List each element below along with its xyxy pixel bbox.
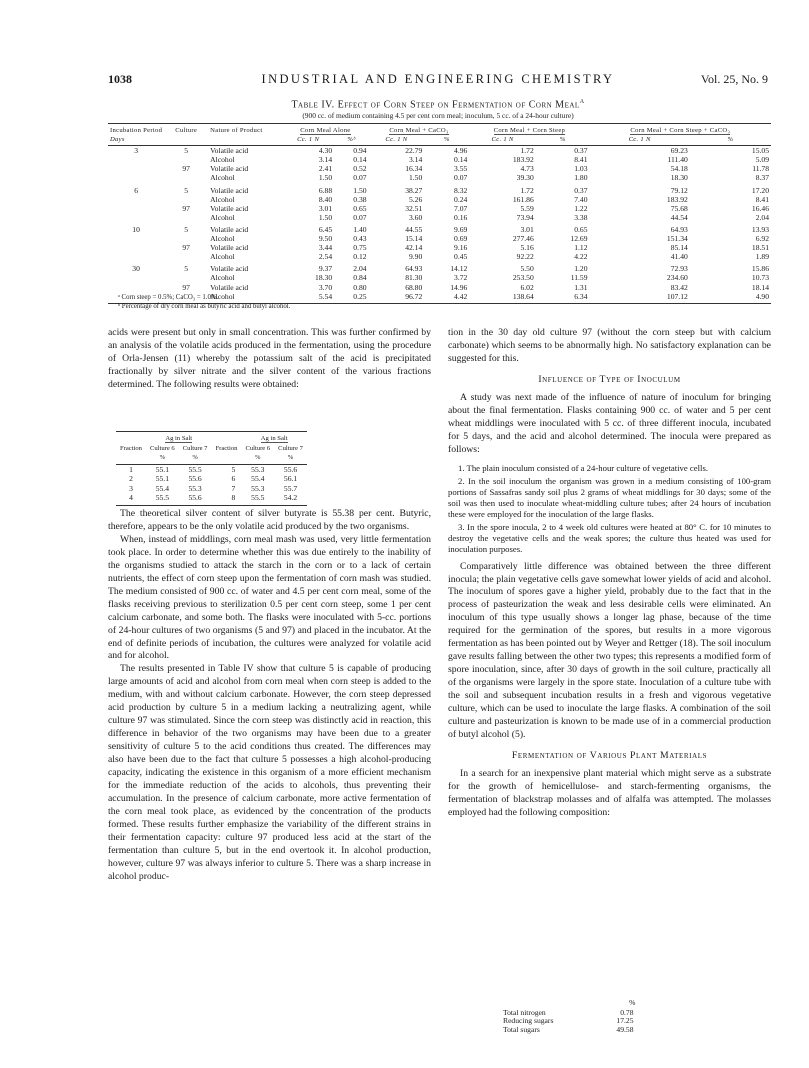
table-row (108, 146, 771, 156)
ag-cell-value: 55.1 (155, 464, 169, 474)
cell-value: 8.41 (755, 194, 769, 204)
table-row (108, 155, 771, 164)
cell-product: Alcohol (210, 252, 235, 262)
cell-value: 73.94 (516, 212, 534, 222)
cell-product: Volatile acid (210, 243, 249, 253)
paragraph: acids were present but only in small concentration. This was further confirmed by an analysis of the volatile acids produced in the fermentation, using the procedure of Orla-Jensen (11) whereby the potassium salt of the acid is precipitated fractionally by silver nitrate and the silver content of the various fractions determined. The following results were obtained: (108, 327, 431, 390)
cell-value: 18.30 (315, 273, 333, 283)
comp-label: Total nitrogen (503, 1007, 546, 1017)
group-label: Corn Meal + Corn Steep (493, 127, 566, 134)
cell-product: Alcohol (210, 155, 235, 165)
silver-content-body (116, 464, 307, 505)
cell-value: 6.92 (755, 234, 769, 244)
cell-value: 5.59 (520, 203, 534, 213)
cell-value: 6.34 (536, 292, 590, 304)
cell-value: 3.38 (574, 212, 588, 222)
cell-value: 10.73 (751, 273, 769, 283)
table-row (108, 222, 771, 234)
cell-value: 3.14 (408, 155, 423, 165)
cell-value: 183.92 (666, 194, 688, 204)
cell-value: 3.44 (318, 243, 333, 253)
cell-value: 111.40 (667, 155, 688, 165)
cell-value: 0.16 (454, 212, 468, 222)
cell-value: 0.84 (353, 273, 367, 283)
unit-pct: % (536, 135, 590, 146)
cell-period (108, 195, 164, 204)
right-column (448, 327, 771, 820)
cell-value: 44.54 (670, 212, 688, 222)
cell-value: 1.50 (318, 173, 333, 183)
cell-value: 0.45 (454, 252, 468, 262)
cell-value: 9.90 (408, 252, 423, 262)
cell-value: 5.16 (520, 243, 534, 253)
table-footnote-a: ᵃ Corn steep = 0.5%; CaCO₃ = 1.0%. (118, 294, 219, 301)
cell-value: 7.07 (454, 203, 468, 213)
ag-cell-value: 55.6 (179, 493, 212, 505)
cell-period: 30 (132, 264, 140, 274)
paragraph: In a search for an inexpensive plant material which might serve as a substrate for the growth of hemicellulose- and starch-fermenting organisms, the fermentation of blackstrap molasses and of alfalfa was attempted. The molasses employed had the following composition: (448, 767, 771, 818)
cell-value: 0.38 (353, 194, 367, 204)
cell-value: 161.86 (512, 194, 534, 204)
cell-value: 3.14 (318, 155, 333, 165)
cell-value: 38.27 (405, 185, 423, 195)
cell-value: 12.69 (570, 234, 588, 244)
cell-culture (164, 173, 208, 182)
cell-value: 3.01 (520, 224, 534, 234)
cell-value: 22.79 (405, 146, 423, 156)
cell-value: 4.30 (318, 146, 333, 156)
cell-product: Volatile acid (210, 185, 249, 195)
cell-value: 0.37 (574, 185, 588, 195)
ag-cell-fraction: 3 (129, 483, 133, 493)
cell-value: 0.37 (574, 146, 588, 156)
cell-value: 96.72 (369, 292, 425, 304)
journal-title: INDUSTRIAL AND ENGINEERING CHEMISTRY (261, 72, 615, 86)
cell-value: 0.14 (353, 155, 367, 165)
cell-value: 92.22 (516, 252, 534, 262)
unit-pct: % (424, 135, 469, 146)
cell-period (108, 234, 164, 243)
table-row (108, 195, 771, 204)
volume-info: Vol. 25, No. 9 (700, 72, 768, 86)
col-group-caco3 (369, 124, 470, 136)
cell-value: 17.20 (751, 185, 769, 195)
ag-unit-pct: % (241, 453, 274, 464)
table-row (108, 243, 771, 252)
ag-col-group (241, 432, 306, 444)
cell-value: 18.51 (751, 243, 769, 253)
cell-value: 6.45 (318, 224, 333, 234)
cell-period: 10 (132, 224, 140, 234)
cell-value: 64.93 (670, 224, 688, 234)
cell-value: 1.22 (574, 203, 588, 213)
cell-product: Volatile acid (210, 146, 249, 156)
cell-product: Volatile acid (210, 164, 249, 174)
cell-culture: 97 (182, 243, 190, 253)
cell-product: Volatile acid (210, 224, 249, 234)
cell-value: 0.80 (353, 282, 367, 292)
comp-unit-pct: % (629, 998, 636, 1007)
cell-value: 64.93 (405, 264, 423, 274)
cell-value: 1.12 (574, 243, 588, 253)
cell-value: 151.34 (666, 234, 688, 244)
ag-col-culture6: Culture 6 (149, 444, 175, 452)
table-iv-body (108, 146, 771, 304)
cell-value: 0.75 (353, 243, 367, 253)
cell-period (108, 283, 164, 292)
paragraph: A study was next made of the influence of nature of inoculum for bringing about the final fermentation. Flasks containing 900 cc. of water and 5 per cent wheat middlings were inoculated with 5 cc. of three different inocula, incubated for 5 days, and the acid and alcohol determined. The inocula were prepared as follows: (448, 391, 771, 455)
ag-unit-pct: % (179, 453, 212, 464)
section-heading-plant-materials: Fermentation of Various Plant Materials (511, 749, 708, 761)
cell-value: 32.51 (405, 203, 423, 213)
ag-row (116, 464, 307, 474)
cell-product: Alcohol (210, 173, 235, 183)
cell-product: Volatile acid (210, 264, 249, 274)
cell-period (108, 243, 164, 252)
cell-culture: 97 (182, 282, 190, 292)
cell-value: 2.54 (318, 252, 333, 262)
table-caption (108, 96, 768, 110)
paragraph: The theoretical silver content of silver butyrate is 55.38 per cent. Butyric, therefore, appears to be the only volatile acid produced by the two organisms. (108, 508, 431, 532)
ag-cell-value: 55.5 (146, 493, 179, 505)
cell-value: 81.30 (405, 273, 423, 283)
cell-value: 6.02 (520, 282, 534, 292)
ag-cell-value: 55.5 (241, 493, 274, 505)
unit-empty (164, 135, 208, 146)
cell-value: 4.96 (454, 146, 468, 156)
molasses-composition-table (500, 998, 637, 1034)
ag-group-label: Ag in Salt (165, 435, 193, 442)
cell-product: Alcohol (210, 212, 235, 222)
ag-row (116, 474, 307, 484)
cell-culture (164, 252, 208, 261)
col-culture: Culture (164, 124, 208, 136)
cell-value: 9.16 (454, 243, 468, 253)
cell-value: 2.04 (353, 264, 367, 274)
ag-cell-value: 55.7 (283, 483, 298, 493)
comp-label: Reducing sugars (503, 1016, 554, 1026)
cell-value: 3.01 (318, 203, 333, 213)
ag-cell-value: 55.6 (283, 464, 298, 474)
cell-culture (164, 273, 208, 282)
cell-value: 14.96 (450, 282, 468, 292)
ag-cell-value: 55.4 (155, 483, 169, 493)
cell-value: 1.50 (408, 173, 423, 183)
ag-unit-pct: % (146, 453, 179, 464)
cell-value: 15.05 (751, 146, 769, 156)
cell-product: Alcohol (210, 194, 235, 204)
col-group-corn-meal-alone (282, 124, 368, 136)
group-label: Corn Meal + CaCO₃ (389, 127, 449, 134)
cell-value: 16.34 (405, 164, 423, 174)
paragraph: tion in the 30 day old culture 97 (without the corn steep but with calcium carbonate) which seems to be abnormally high. No satisfactory explanation can be suggested for this. (448, 327, 771, 364)
ag-cell-value: 55.6 (188, 474, 202, 483)
cell-value: 14.12 (450, 264, 468, 274)
cell-value: 9.37 (318, 264, 333, 274)
group-label: Corn Meal Alone (300, 127, 351, 134)
ag-cell-value: 56.1 (283, 474, 298, 483)
ag-cell-value: 55.1 (155, 474, 169, 483)
molasses-composition-body (500, 1009, 637, 1035)
cell-period (108, 273, 164, 282)
ag-row (116, 493, 307, 505)
cell-value: 16.46 (751, 203, 769, 213)
cell-value: 18.30 (670, 173, 688, 183)
cell-value: 2.41 (318, 164, 333, 174)
col-group-steep-caco3 (590, 124, 772, 136)
unit-days: Days (108, 135, 164, 146)
ag-cell-fraction: 7 (231, 483, 236, 493)
ag-cell-value: 55.3 (188, 483, 202, 493)
table-row (108, 273, 771, 282)
cell-period (108, 164, 164, 173)
cell-value: 1.50 (318, 212, 333, 222)
cell-value: 253.50 (512, 273, 534, 283)
cell-value: 4.22 (574, 252, 588, 262)
ag-unit-empty (116, 453, 146, 464)
ag-cell-fraction: 2 (129, 474, 133, 483)
ag-cell-fraction: 1 (129, 464, 133, 474)
col-product: Nature of Product (208, 124, 282, 136)
cell-product: Volatile acid (210, 282, 249, 292)
ag-col-culture7: Culture 7 (182, 444, 208, 452)
ag-cell-value: 55.3 (251, 483, 265, 493)
cell-value: 4.42 (424, 292, 469, 304)
table-caption-text: Table IV. Effect of Corn Steep on Fermentation of Corn Meal (291, 99, 580, 111)
table-row (108, 252, 771, 261)
cell-culture: 5 (184, 224, 189, 234)
left-column (108, 327, 431, 392)
cell-period (108, 155, 164, 164)
cell-period: 3 (134, 146, 138, 156)
unit-cc: Cc. 1 N (469, 135, 535, 146)
table-row (108, 213, 771, 222)
cell-culture (164, 155, 208, 164)
table-row (108, 183, 771, 195)
comp-value: 17.25 (616, 1016, 634, 1026)
cell-value: 83.42 (670, 282, 688, 292)
cell-value: 0.24 (454, 194, 468, 204)
cell-period: 6 (134, 185, 138, 195)
cell-value: 0.25 (334, 292, 368, 304)
cell-value: 1.20 (574, 264, 588, 274)
unit-pct: %ᵇ (334, 135, 368, 146)
silver-content-table (116, 431, 307, 506)
cell-period (108, 252, 164, 261)
cell-culture: 97 (182, 203, 190, 213)
ag-unit-empty (211, 453, 241, 464)
cell-value: 41.40 (670, 252, 688, 262)
cell-value: 3.55 (454, 164, 468, 174)
ag-group-label: Ag in Salt (260, 435, 288, 442)
unit-empty (208, 135, 282, 146)
cell-value: 2.04 (755, 212, 769, 222)
ag-cell-fraction: 4 (116, 493, 146, 505)
ag-cell-fraction: 6 (231, 474, 236, 483)
cell-value: 18.14 (751, 282, 769, 292)
cell-value: 44.55 (405, 224, 423, 234)
ag-col-fraction: Fraction (116, 432, 146, 454)
ag-col-fraction: Fraction (211, 432, 241, 454)
cell-value: 183.92 (512, 155, 534, 165)
table-row (108, 283, 771, 292)
cell-value: 85.14 (670, 243, 688, 253)
cell-value: 79.12 (670, 185, 688, 195)
unit-pct: % (690, 135, 771, 146)
inocula-list (448, 463, 771, 555)
cell-value: 5.50 (520, 264, 534, 274)
cell-value: 3.60 (408, 212, 423, 222)
table-row (108, 234, 771, 243)
cell-value: 107.12 (590, 292, 690, 304)
cell-culture (164, 195, 208, 204)
table-iv (108, 123, 771, 304)
cell-value: 8.41 (574, 155, 588, 165)
ag-cell-value: 55.5 (188, 464, 202, 474)
cell-value: 234.60 (666, 273, 688, 283)
cell-value: 9.69 (454, 224, 468, 234)
comp-label: Total sugars (503, 1024, 540, 1034)
cell-value: 0.65 (353, 203, 367, 213)
table-row (108, 261, 771, 273)
comp-row (500, 1026, 637, 1035)
cell-value: 3.72 (454, 273, 468, 283)
list-item: 3. In the spore inocula, 2 to 4 week old cultures were heated at 80° C. for 10 minutes to destroy the vegetative cells and the weak spores; the culture thus heated was used for inoculation purposes. (448, 521, 771, 554)
cell-product: Alcohol (210, 234, 235, 244)
col-incubation-period: Incubation Period (108, 124, 164, 136)
table-caption-note: a (579, 96, 585, 105)
cell-value: 75.68 (670, 203, 688, 213)
cell-value: 1.03 (574, 164, 588, 174)
cell-value: 1.72 (520, 146, 534, 156)
cell-value: 15.14 (405, 234, 423, 244)
cell-value: 7.40 (574, 194, 588, 204)
cell-value: 8.32 (454, 185, 468, 195)
unit-cc: Cc. 1 N (590, 135, 690, 146)
unit-cc: Cc. 1 N (282, 135, 334, 146)
cell-value: 4.90 (690, 292, 771, 304)
cell-product: Alcohol (210, 273, 235, 283)
list-item: 1. The plain inoculum consisted of a 24-hour culture of vegetative cells. (458, 462, 709, 473)
cell-value: 1.80 (574, 173, 588, 183)
page-number: 1038 (108, 72, 132, 86)
cell-value: 0.07 (353, 173, 367, 183)
ag-unit-pct: % (274, 453, 307, 464)
ag-col-culture6: Culture 6 (245, 444, 271, 452)
cell-value: 1.50 (353, 185, 367, 195)
comp-col-empty (500, 998, 556, 1009)
group-label: Corn Meal + Corn Steep + CaCO₃ (630, 127, 731, 134)
cell-product: Volatile acid (210, 203, 249, 213)
cell-value: 54.18 (670, 164, 688, 174)
cell-value: 0.65 (574, 224, 588, 234)
cell-value: 5.54 (282, 292, 334, 304)
cell-value: 5.26 (408, 194, 423, 204)
cell-value: 68.80 (405, 282, 423, 292)
col-group-corn-steep (469, 124, 589, 136)
cell-value: 72.93 (670, 264, 688, 274)
cell-value: 0.94 (353, 146, 367, 156)
ag-cell-fraction: 8 (211, 493, 241, 505)
cell-value: 8.37 (755, 173, 769, 183)
ag-col-group (146, 432, 211, 444)
ag-col-culture7: Culture 7 (278, 444, 303, 452)
cell-value: 8.40 (318, 194, 333, 204)
cell-value: 0.07 (353, 212, 367, 222)
cell-value: 0.12 (353, 252, 367, 262)
table-row (108, 164, 771, 173)
cell-value: 11.78 (752, 164, 769, 174)
left-column-continued (108, 508, 431, 884)
cell-culture: 5 (184, 264, 189, 274)
table-row (108, 204, 771, 213)
table-footnote-b: ᵇ Percentage of dry corn meal as butyric acid and butyl alcohol. (118, 303, 291, 310)
cell-value: 138.64 (469, 292, 535, 304)
comp-value: 49.58 (616, 1024, 634, 1034)
paragraph: The results presented in Table IV show that culture 5 is capable of producing large amounts of acid and alcohol from corn meal when corn steep is added to the medium, with and without calcium carbonate. However, the corn steep depressed acid production by culture 5 in a medium lacking a neutralizing agent, while culture 97 was stimulated. Since the corn steep was distinctly acid in reaction, this difference in behavior of the two organisms may have been due to a greater sensitivity of culture 5 to the acid conditions thus created. The differences may also have been due to the fact that culture 5 possesses a high alcohol-producing capacity, indicating the existence in this organism of a more efficient mechanism for the immediate reduction of the acids to alcohols, thus preventing their accumulation. In the presence of calcium carbonate, more active fermentation of the corn meal took place, as evidenced by the concentration of the products formed. These results further emphasize the variability of the different strains in their fermentation capacity: culture 97 produced less acid at the start of the fermentation than culture 5, but in the end overtook it. In alcohol production, however, culture 97 was always inferior to culture 5. There was a sharp increase in alcohol produc- (108, 663, 431, 882)
list-item: 2. In the soil inoculum the organism was grown in a medium consisting of 100-gram portions of Sassafras sandy soil plus 2 grams of wheat middlings for 30 days; some of the soil was then used to inoculate wheat-middling culture tubes; after 24 hours of incubation these were employed for the inoculation of the large flasks. (448, 475, 771, 519)
cell-value: 42.14 (405, 243, 423, 253)
ag-cell-value: 55.4 (251, 474, 265, 483)
paragraph: When, instead of middlings, corn meal mash was used, very little fermentation took place. In order to determine whether this was due entirely to the inability of the organisms studied to attack the starch in the corn or to a lack of certain nutrients, the effect of corn steep upon the fermentation of corn mash was studied. The medium consisted of 900 cc. of water and 4.5 per cent corn meal, some of the flasks receiving previous to sterilization 0.5 per cent corn steep, some 1 per cent calcium carbonate, and some both. The flasks were inoculated with 5-cc. portions of 24-hour cultures of two organisms (5 and 97) and placed in the incubator. At the end of definite periods of incubation, the cultures were analyzed for volatile acid and for alcohol. (108, 533, 431, 662)
cell-value: 5.09 (755, 155, 769, 165)
ag-cell-value: 54.2 (274, 493, 307, 505)
paragraph: Comparatively little difference was obtained between the three different inocula; the plain vegetative cells gave somewhat lower yields of acid and alcohol. The inoculum of spores gave a higher yield, probably due to the fact that in the process of pasteurization the weak and less desirable cells were eliminated. An inoculum of this type usually shows a longer lag phase, because of the time required for the germination of the spores, but results in a more vigorous fermentation as has been pointed out by Weyer and Rettger (18). The soil inoculum gave results falling between the other two types; this represents a modified form of spore inoculation, since, after 30 days of growth in the soil culture, practically all of the organisms were largely in the spore state. Inoculation of a culture tube with the soil and subsequent incubation results in a fresh and vigorous vegetative culture, which can be used to inoculate the large flasks. A combination of the soil culture and pasteurization is known to be made use of in a commercial production of butyl alcohol (5). (448, 560, 771, 740)
cell-value: 277.46 (512, 234, 534, 244)
cell-culture: 5 (184, 185, 189, 195)
cell-value: 6.88 (318, 185, 333, 195)
cell-period (108, 204, 164, 213)
cell-value: 9.50 (318, 234, 333, 244)
cell-culture (164, 234, 208, 243)
table-subcaption: (900 cc. of medium containing 4.5 per cent corn meal; inoculum, 5 cc. of a 24-hour culture) (302, 111, 574, 120)
cell-culture: 97 (182, 164, 190, 174)
cell-value: 3.70 (318, 282, 333, 292)
cell-period (108, 173, 164, 182)
cell-product: Alcohol (208, 292, 282, 304)
cell-value: 0.43 (353, 234, 367, 244)
cell-culture (164, 213, 208, 222)
cell-value: 0.14 (454, 155, 468, 165)
cell-culture: 5 (184, 146, 189, 156)
cell-value: 13.93 (751, 224, 769, 234)
cell-value: 1.40 (353, 224, 367, 234)
ag-row (116, 484, 307, 494)
running-header (108, 72, 768, 90)
comp-value: 0.78 (620, 1007, 634, 1017)
cell-value: 15.86 (751, 264, 769, 274)
ag-cell-fraction: 5 (231, 464, 236, 474)
cell-value: 11.59 (570, 273, 588, 283)
unit-cc: Cc. 1 N (369, 135, 425, 146)
cell-value: 4.73 (520, 164, 534, 174)
cell-value: 0.69 (454, 234, 468, 244)
ag-cell-value: 55.3 (251, 464, 265, 474)
cell-value: 1.31 (574, 282, 588, 292)
cell-value: 39.30 (516, 173, 534, 183)
section-heading-inoculum: Influence of Type of Inoculum (538, 373, 681, 385)
cell-value: 69.23 (670, 146, 688, 156)
cell-value: 1.89 (755, 252, 769, 262)
cell-value: 1.72 (520, 185, 534, 195)
table-row (108, 173, 771, 182)
cell-period (108, 213, 164, 222)
cell-value: 0.07 (454, 173, 468, 183)
cell-value: 0.52 (353, 164, 367, 174)
